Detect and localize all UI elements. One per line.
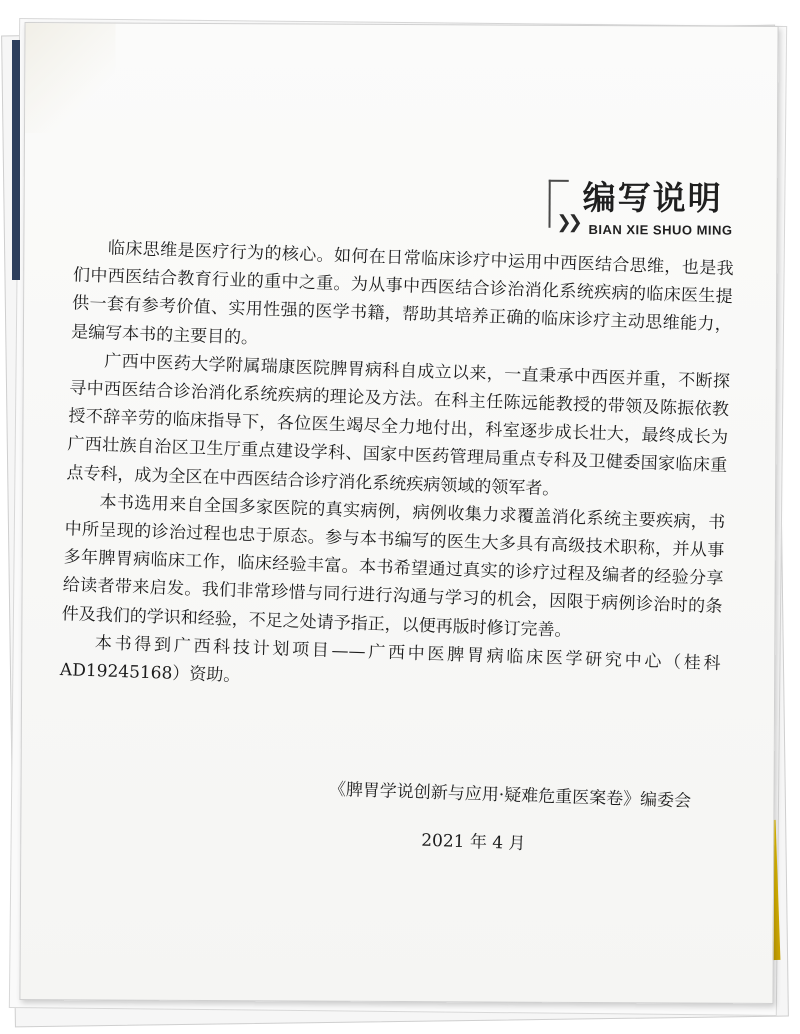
double-chevron-icon: ❯❯: [556, 211, 579, 233]
page-fold-shadow: [25, 23, 116, 133]
section-title: 编写说明: [582, 177, 723, 218]
paragraph-2: 广西中医药大学附属瑞康医院脾胃病科自成立以来，一直秉承中西医并重，不断探寻中西医结合诊治消化系统疾病的理论及方法。在科主任陈远能教授的带领及陈振依教授不辞辛劳的临床指导下，各位医生竭尽全力地付出，科室逐步成长壮大，最终成长为广西壮族自治区卫生厅重点建设学科、国家中医药管理局重点专科及卫健委国家临床重点专科，成为全区在中西医结合诊疗消化系统疾病领域的领军者。: [66, 351, 731, 500]
editorial-board-signature: 《脾胃学说创新与应用·疑难危重医案卷》编委会: [328, 779, 692, 812]
paragraph-1: 临床思维是医疗行为的核心。如何在日常临床诊疗中运用中西医结合思维，也是我们中西医结合教育行业的重中之重。为从事中西医结合诊治消化系统疾病的临床医生提供一套有参考价值、实用性强的医学书籍，帮助其培养正确的临床诊疗主动思维能力，是编写本书的主要目的。: [70, 238, 734, 349]
book-page: [19, 22, 778, 1004]
cover-edge-navy: [12, 40, 20, 280]
paragraph-3: 本书选用来自全国多家医院的真实病例，病例收集力求覆盖消化系统主要疾病，书中所呈现的诊治过程也忠于原态。参与本书编写的医生大多具有高级技术职称，并从事多年脾胃病临床工作，临床经验丰富。本书希望通过真实的诊疗过程及编者的经验分享给读者带来启发。我们非常珍惜与同行进行沟通与学习的机会，因限于病例诊治时的条件及我们的学识和经验，不足之处请予指正，以便再版时修订完善。: [61, 492, 726, 641]
paragraph-4: 本书得到广西科技计划项目——广西中医脾胃病临床医学研究中心（桂科AD19245168）资助。: [59, 633, 721, 687]
body-text: [59, 233, 734, 706]
section-title-pinyin: BIAN XIE SHUO MING: [588, 221, 733, 238]
publication-date: 2021 年 4 月: [420, 830, 526, 855]
section-header: [548, 172, 738, 249]
